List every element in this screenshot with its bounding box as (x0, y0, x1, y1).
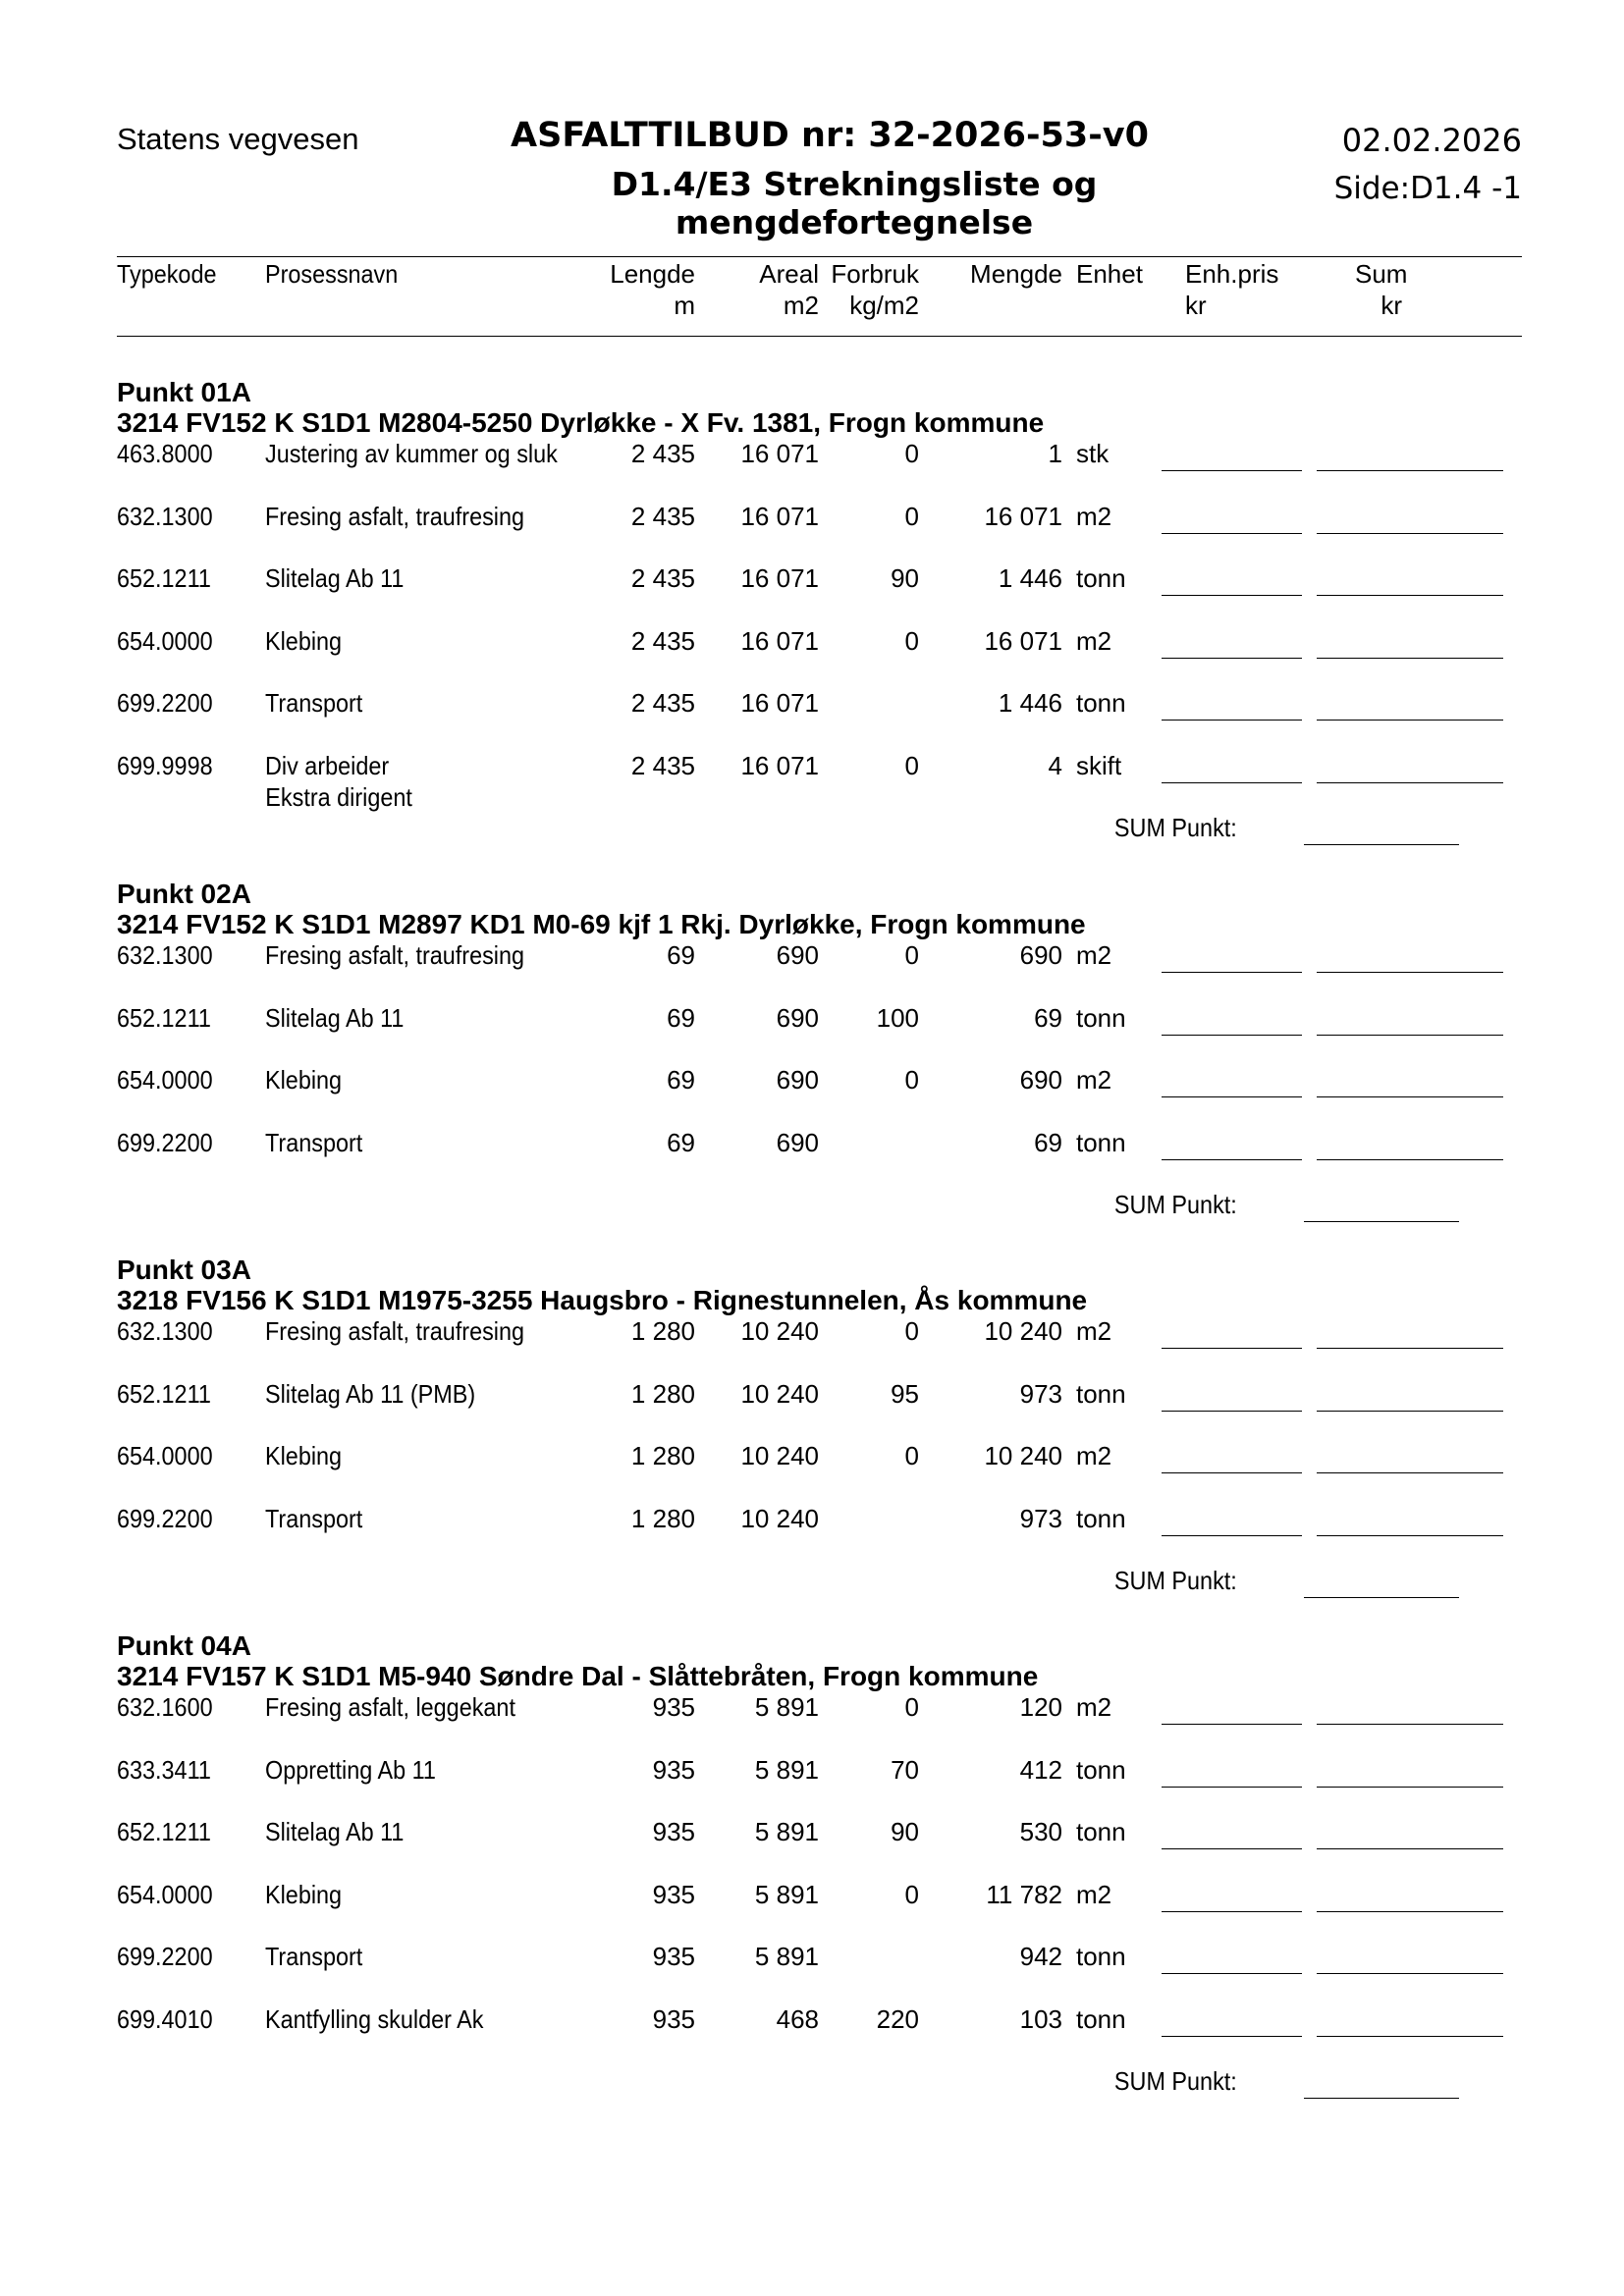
punkt-heading: Punkt 01A (117, 377, 251, 407)
road-heading: 3214 FV152 K S1D1 M2897 KD1 M0-69 kjf 1 Rkj. Dyrløkke, Frogn kommune (117, 909, 1086, 939)
row-enhet: tonn (1076, 688, 1126, 718)
table-row (0, 1692, 1624, 1728)
document-title: ASFALTTILBUD nr: 32-2026-53-v0 (511, 116, 1149, 155)
header-bottom-rule (117, 336, 1522, 337)
row-forbruk: 0 (904, 750, 919, 780)
row-forbruk: 70 (891, 1754, 919, 1785)
row-mengde: 530 (1019, 1817, 1062, 1846)
row-lengde: 2 435 (630, 750, 695, 780)
row-enhet: tonn (1076, 1754, 1126, 1785)
sum-field[interactable] (1317, 658, 1503, 659)
row-enhet: m2 (1076, 1065, 1112, 1095)
row-code: 632.1300 (117, 1316, 213, 1346)
row-enhet: m2 (1076, 940, 1112, 970)
row-mengde: 16 071 (984, 501, 1062, 531)
document-date: 02.02.2026 (1341, 122, 1522, 159)
row-areal: 16 071 (740, 439, 819, 468)
col-sum: Sum (1355, 259, 1408, 289)
row-areal: 16 071 (740, 563, 819, 593)
row-name: Klebing (265, 1879, 343, 1909)
row-lengde: 935 (652, 1692, 695, 1722)
row-code: 463.8000 (117, 439, 213, 468)
table-row (0, 502, 1624, 537)
sum-punkt-label: SUM Punkt: (1113, 813, 1237, 842)
row-mengde: 412 (1019, 1754, 1062, 1785)
col-enhpris-unit: kr (1185, 291, 1207, 320)
row-lengde: 2 435 (630, 439, 695, 468)
row-enhet: tonn (1076, 1002, 1126, 1033)
row-mengde: 973 (1019, 1503, 1062, 1533)
row-forbruk: 0 (904, 1316, 919, 1346)
row-areal: 5 891 (754, 1942, 819, 1971)
col-sum-unit: kr (1380, 291, 1402, 320)
table-row (0, 439, 1624, 474)
row-code: 654.0000 (117, 1065, 213, 1095)
row-enhet: skift (1076, 750, 1122, 780)
unit-price-field[interactable] (1162, 972, 1302, 973)
col-prosessnavn: Prosessnavn (265, 259, 399, 289)
unit-price-field[interactable] (1162, 1348, 1302, 1349)
sum-field[interactable] (1317, 1159, 1503, 1160)
row-areal: 5 891 (754, 1879, 819, 1909)
row-name: Transport (265, 1942, 363, 1971)
header-top-rule (117, 256, 1522, 257)
row-enhet: m2 (1076, 625, 1112, 656)
row-forbruk: 90 (891, 1817, 919, 1846)
sum-field[interactable] (1317, 595, 1503, 596)
row-name: Klebing (265, 625, 343, 656)
table-row (0, 940, 1624, 976)
row-code: 632.1600 (117, 1692, 213, 1722)
row-lengde: 2 435 (630, 563, 695, 593)
row-forbruk: 90 (891, 563, 919, 593)
sum-field[interactable] (1317, 1724, 1503, 1725)
row-mengde: 1 (1048, 439, 1062, 468)
col-enhpris: Enh.pris (1185, 259, 1279, 289)
row-code: 652.1211 (117, 1378, 211, 1409)
table-row (0, 1755, 1624, 1790)
unit-price-field[interactable] (1162, 1472, 1302, 1473)
row-code: 632.1300 (117, 501, 213, 531)
row-code: 652.1211 (117, 563, 211, 593)
sum-field[interactable] (1317, 972, 1503, 973)
row-name: Fresing asfalt, leggekant (265, 1692, 515, 1722)
col-areal: Areal (759, 259, 819, 289)
sum-punkt-field[interactable] (1304, 1221, 1459, 1222)
unit-price-field[interactable] (1162, 782, 1302, 783)
table-row (0, 563, 1624, 599)
row-mengde: 103 (1019, 2003, 1062, 2034)
row-forbruk: 95 (891, 1378, 919, 1409)
row-forbruk: 220 (876, 2003, 919, 2034)
sum-field[interactable] (1317, 1973, 1503, 1974)
row-forbruk: 0 (904, 1441, 919, 1470)
unit-price-field[interactable] (1162, 1035, 1302, 1036)
unit-price-field[interactable] (1162, 1535, 1302, 1536)
row-code: 654.0000 (117, 625, 213, 656)
sum-punkt-label: SUM Punkt: (1113, 1190, 1237, 1219)
row-lengde: 69 (667, 1065, 695, 1095)
row-enhet: tonn (1076, 1942, 1126, 1971)
row-mengde: 942 (1019, 1942, 1062, 1971)
unit-price-field[interactable] (1162, 720, 1302, 721)
table-row (0, 688, 1624, 723)
row-code: 699.9998 (117, 750, 213, 780)
row-lengde: 2 435 (630, 625, 695, 656)
table-row (0, 1316, 1624, 1352)
subtitle-line-2: mengdefortegnelse (675, 203, 1034, 241)
sum-field[interactable] (1317, 533, 1503, 534)
table-row (0, 1128, 1624, 1163)
row-areal: 690 (776, 1002, 819, 1033)
row-code: 652.1211 (117, 1817, 211, 1846)
row-code: 633.3411 (117, 1754, 211, 1785)
sum-field[interactable] (1317, 1035, 1503, 1036)
road-heading: 3214 FV157 K S1D1 M5-940 Søndre Dal - Slåttebråten, Frogn kommune (117, 1661, 1039, 1691)
unit-price-field[interactable] (1162, 2036, 1302, 2037)
row-enhet: tonn (1076, 563, 1126, 593)
table-row (0, 1504, 1624, 1539)
col-enhet: Enhet (1076, 259, 1143, 289)
sum-field[interactable] (1317, 1348, 1503, 1349)
row-forbruk: 0 (904, 940, 919, 970)
row-enhet: tonn (1076, 2003, 1126, 2034)
sum-field[interactable] (1317, 1535, 1503, 1536)
table-row (0, 1003, 1624, 1039)
road-heading: 3214 FV152 K S1D1 M2804-5250 Dyrløkke - X Fv. 1381, Frogn kommune (117, 407, 1045, 438)
unit-price-field[interactable] (1162, 1159, 1302, 1160)
row-code: 654.0000 (117, 1879, 213, 1909)
punkt-heading: Punkt 04A (117, 1630, 251, 1661)
row-forbruk: 0 (904, 1065, 919, 1095)
row-code: 652.1211 (117, 1002, 211, 1033)
row-name: Fresing asfalt, traufresing (265, 1316, 525, 1346)
row-lengde: 69 (667, 940, 695, 970)
row-code: 699.2200 (117, 1942, 213, 1971)
row-mengde: 10 240 (984, 1441, 1062, 1470)
unit-price-field[interactable] (1162, 1096, 1302, 1097)
unit-price-field[interactable] (1162, 1848, 1302, 1849)
row-lengde: 935 (652, 1879, 695, 1909)
row-name: Klebing (265, 1065, 343, 1095)
row-mengde: 10 240 (984, 1316, 1062, 1346)
row-areal: 10 240 (740, 1316, 819, 1346)
row-enhet: tonn (1076, 1503, 1126, 1533)
row-lengde: 1 280 (630, 1378, 695, 1409)
row-areal: 16 071 (740, 625, 819, 656)
row-lengde: 935 (652, 1754, 695, 1785)
sum-field[interactable] (1317, 782, 1503, 783)
unit-price-field[interactable] (1162, 1787, 1302, 1788)
page-number: Side:D1.4 -1 (1333, 171, 1522, 206)
row-areal: 690 (776, 1065, 819, 1095)
col-forbruk: Forbruk (831, 259, 919, 289)
sum-field[interactable] (1317, 1411, 1503, 1412)
table-row (0, 1065, 1624, 1100)
row-mengde: 1 446 (998, 688, 1062, 718)
row-mengde: 16 071 (984, 625, 1062, 656)
row-code: 654.0000 (117, 1441, 213, 1470)
row-name: Fresing asfalt, traufresing (265, 940, 525, 970)
row-mengde: 69 (1034, 1127, 1062, 1157)
table-row (0, 750, 1624, 812)
sum-field[interactable] (1317, 720, 1503, 721)
row-lengde: 69 (667, 1127, 695, 1157)
row-areal: 5 891 (754, 1692, 819, 1722)
unit-price-field[interactable] (1162, 595, 1302, 596)
unit-price-field[interactable] (1162, 533, 1302, 534)
row-code: 699.4010 (117, 2003, 213, 2034)
row-mengde: 69 (1034, 1002, 1062, 1033)
row-name: Fresing asfalt, traufresing (265, 501, 525, 531)
row-enhet: m2 (1076, 501, 1112, 531)
row-areal: 468 (776, 2003, 819, 2034)
row-enhet: tonn (1076, 1817, 1126, 1846)
row-enhet: tonn (1076, 1378, 1126, 1409)
row-name: Div arbeider (265, 750, 390, 780)
unit-price-field[interactable] (1162, 1411, 1302, 1412)
row-lengde: 935 (652, 2003, 695, 2034)
row-mengde: 11 782 (986, 1879, 1062, 1909)
sum-field[interactable] (1317, 1787, 1503, 1788)
sum-field[interactable] (1317, 470, 1503, 471)
unit-price-field[interactable] (1162, 658, 1302, 659)
row-enhet: tonn (1076, 1127, 1126, 1157)
row-areal: 5 891 (754, 1817, 819, 1846)
row-name: Slitelag Ab 11 (265, 1002, 405, 1033)
row-areal: 690 (776, 1127, 819, 1157)
row-mengde: 690 (1019, 940, 1062, 970)
row-name: Kantfylling skulder Ak (265, 2003, 484, 2034)
table-row (0, 2004, 1624, 2040)
sum-field[interactable] (1317, 1096, 1503, 1097)
row-note: Ekstra dirigent (265, 781, 412, 812)
table-row (0, 1441, 1624, 1476)
row-mengde: 1 446 (998, 563, 1062, 593)
row-forbruk: 0 (904, 1879, 919, 1909)
col-forbruk-unit: kg/m2 (849, 291, 919, 320)
document-subtitle (599, 165, 1110, 241)
sum-punkt-field[interactable] (1304, 844, 1459, 845)
row-areal: 10 240 (740, 1378, 819, 1409)
row-lengde: 69 (667, 1002, 695, 1033)
row-lengde: 2 435 (630, 501, 695, 531)
col-typekode: Typekode (117, 259, 217, 289)
col-mengde: Mengde (970, 259, 1062, 289)
row-code: 699.2200 (117, 1127, 213, 1157)
row-name: Slitelag Ab 11 (265, 1817, 405, 1846)
subtitle-line-1: D1.4/E3 Strekningsliste og (611, 165, 1098, 203)
unit-price-field[interactable] (1162, 470, 1302, 471)
col-lengde: Lengde (610, 259, 695, 289)
row-areal: 10 240 (740, 1441, 819, 1470)
row-enhet: m2 (1076, 1692, 1112, 1722)
row-areal: 16 071 (740, 501, 819, 531)
row-lengde: 1 280 (630, 1441, 695, 1470)
row-forbruk: 0 (904, 501, 919, 531)
sum-field[interactable] (1317, 1848, 1503, 1849)
table-row (0, 1942, 1624, 1977)
row-name: Transport (265, 1127, 363, 1157)
row-enhet: stk (1076, 439, 1110, 468)
row-mengde: 973 (1019, 1378, 1062, 1409)
row-mengde: 4 (1048, 750, 1062, 780)
row-forbruk: 0 (904, 625, 919, 656)
road-heading: 3218 FV156 K S1D1 M1975-3255 Haugsbro - Rignestunnelen, Ås kommune (117, 1285, 1088, 1315)
row-forbruk: 100 (876, 1002, 919, 1033)
row-code: 699.2200 (117, 1503, 213, 1533)
table-row (0, 1817, 1624, 1852)
row-name: Transport (265, 688, 363, 718)
punkt-heading: Punkt 03A (117, 1255, 251, 1285)
col-lengde-unit: m (674, 291, 695, 320)
row-lengde: 1 280 (630, 1503, 695, 1533)
row-areal: 5 891 (754, 1754, 819, 1785)
row-name: Slitelag Ab 11 (PMB) (265, 1378, 476, 1409)
row-code: 699.2200 (117, 688, 213, 718)
table-row (0, 1379, 1624, 1415)
sum-punkt-label: SUM Punkt: (1113, 2066, 1237, 2096)
row-enhet: m2 (1076, 1879, 1112, 1909)
table-row (0, 626, 1624, 662)
row-name: Klebing (265, 1441, 343, 1470)
row-lengde: 935 (652, 1817, 695, 1846)
table-row (0, 1880, 1624, 1915)
sum-punkt-label: SUM Punkt: (1113, 1566, 1237, 1595)
unit-price-field[interactable] (1162, 1911, 1302, 1912)
row-enhet: m2 (1076, 1441, 1112, 1470)
sum-field[interactable] (1317, 1911, 1503, 1912)
row-areal: 10 240 (740, 1503, 819, 1533)
row-enhet: m2 (1076, 1316, 1112, 1346)
row-name: Justering av kummer og sluk (265, 439, 558, 468)
col-areal-unit: m2 (783, 291, 819, 320)
unit-price-field[interactable] (1162, 1724, 1302, 1725)
sum-punkt-field[interactable] (1304, 1597, 1459, 1598)
row-lengde: 2 435 (630, 688, 695, 718)
row-areal: 16 071 (740, 688, 819, 718)
sum-field[interactable] (1317, 1472, 1503, 1473)
row-lengde: 1 280 (630, 1316, 695, 1346)
row-areal: 16 071 (740, 750, 819, 780)
row-mengde: 120 (1019, 1692, 1062, 1722)
punkt-heading: Punkt 02A (117, 879, 251, 909)
row-forbruk: 0 (904, 439, 919, 468)
row-areal: 690 (776, 940, 819, 970)
row-name: Oppretting Ab 11 (265, 1754, 436, 1785)
sum-field[interactable] (1317, 2036, 1503, 2037)
row-name: Slitelag Ab 11 (265, 563, 405, 593)
row-name: Transport (265, 1503, 363, 1533)
row-lengde: 935 (652, 1942, 695, 1971)
row-code: 632.1300 (117, 940, 213, 970)
row-mengde: 690 (1019, 1065, 1062, 1095)
unit-price-field[interactable] (1162, 1973, 1302, 1974)
organization-name: Statens vegvesen (117, 122, 359, 156)
row-forbruk: 0 (904, 1692, 919, 1722)
sum-punkt-field[interactable] (1304, 2098, 1459, 2099)
